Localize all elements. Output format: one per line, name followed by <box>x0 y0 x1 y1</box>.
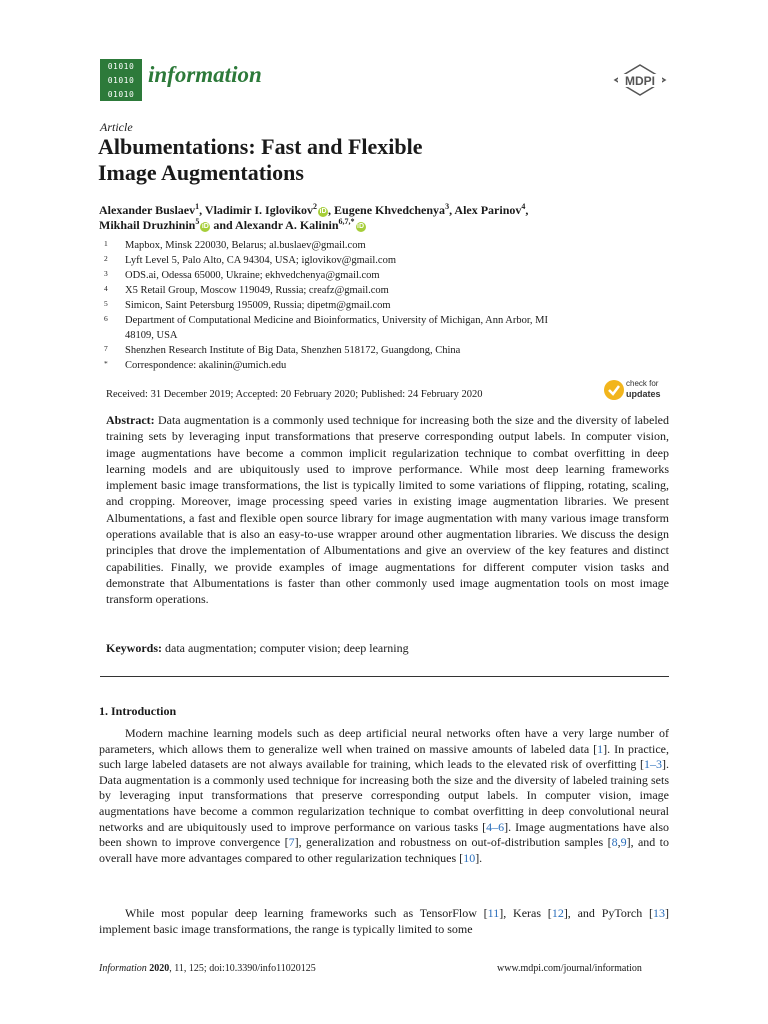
paragraph-text: ]. Data augmentation is a commonly used technique for increasing both the size and the diversity of labeled training sets by leveraging input transformations that preserve corresponding output labels. In computer vision, image augmentations have become a common regularization technique to combat overfitting in deep convolutional neural networks and are ubiquitously used to improve performance on various tasks [ <box>99 757 669 834</box>
section-heading: 1. Introduction <box>99 704 177 718</box>
orcid-icon[interactable]: iD <box>319 208 327 215</box>
affiliation-number: 2 <box>104 254 108 263</box>
footer-journal: Information <box>99 963 147 974</box>
affiliation-text: Simicon, Saint Petersburg 195009, Russia; dipetm@gmail.com <box>125 300 391 311</box>
check-for-updates-line: check for <box>626 379 659 388</box>
paragraph-text: ]. In practice, such large labeled datasets are not always available for training, which leads to the elevated risk of overfitting [ <box>99 741 669 772</box>
journal-logo <box>100 59 142 101</box>
abstract-text: Data augmentation is a commonly used technique for increasing both the size and the diversity of labeled training sets by leveraging input transformations that preserve corresponding output labels. In computer vision, image augmentations have become a common implicit regularization technique to combat overfitting in deep learning models and are ubiquitously used to improve performance. While most deep learning frameworks implement basic image transformations, the list is typically limited to some variations of flipping, rotating, scaling, and cropping. Moreover, image processing speed varies in existing image augmentation libraries. We present Albumentations, a fast and flexible open source library for image augmentation with many various image transform operations available that is also an easy-to-use wrapper around other augmentation libraries. We discuss the design principles that drove the implementation of Albumentations and give an overview of the key features and distinct capabilities. Finally, we provide examples of image augmentations for different computer vision tasks and demonstrate that Albumentations is faster than other commonly used image augmentation tools on most image transform operations. <box>106 413 669 607</box>
logo-row: 01010 <box>107 76 135 85</box>
affiliation-item <box>104 343 574 358</box>
orcid-icon[interactable]: iD <box>357 223 365 230</box>
affiliation-item <box>104 253 574 268</box>
author-line <box>99 218 669 233</box>
keywords-text: data augmentation; computer vision; deep learning <box>165 641 409 655</box>
affiliation-ref: 4 <box>521 202 526 211</box>
title-line: Image Augmentations <box>98 160 304 185</box>
affiliation-text: Mapbox, Minsk 220030, Belarus; al.buslaev@gmail.com <box>125 240 366 251</box>
footer-url[interactable]: www.mdpi.com/journal/information <box>497 963 642 974</box>
logo-row: 01010 <box>107 62 135 71</box>
publication-dates: Received: 31 December 2019; Accepted: 20 February 2020; Published: 24 February 2020 <box>106 389 483 400</box>
paragraph-text: Modern machine learning models such as deep artificial neural networks often have a very large number of parameters, which allows them to generalize well when trained on massive amounts of labeled data [ <box>99 726 669 756</box>
abstract-label: Abstract: <box>106 413 155 427</box>
article-type: Article <box>100 120 133 134</box>
affiliation-item <box>104 298 574 313</box>
mdpi-logo <box>612 64 668 98</box>
affiliation-number: 6 <box>104 314 108 323</box>
author-list <box>99 203 669 233</box>
paragraph-text: ], Keras [ <box>499 906 552 920</box>
citation-link[interactable]: 1–3 <box>644 757 662 772</box>
author-line <box>99 203 669 218</box>
affiliation-number: 5 <box>104 299 108 308</box>
affiliation-list <box>104 238 574 373</box>
citation-link[interactable]: 11 <box>487 906 500 920</box>
affiliation-number: 1 <box>104 239 108 248</box>
footer-year: 2020 <box>146 963 170 974</box>
affiliation-text: Shenzhen Research Institute of Big Data, Shenzhen 518172, Guangdong, China <box>125 345 461 356</box>
citation-link[interactable]: 9 <box>620 835 627 850</box>
section-divider <box>100 676 669 677</box>
paragraph-text: ]. Image augmentations have also been shown to improve convergence [ <box>99 819 669 850</box>
citation-link[interactable]: 13 <box>653 906 665 920</box>
affiliation-item <box>104 238 574 253</box>
check-for-updates-label[interactable] <box>626 379 661 400</box>
logo-row: 01010 <box>107 90 135 99</box>
author-name: , Eugene Khvedchenya <box>328 203 446 217</box>
affiliation-number: 7 <box>104 344 108 353</box>
abstract <box>106 412 669 608</box>
paragraph-text: ], and PyTorch [ <box>563 906 653 920</box>
orcid-icon[interactable]: iD <box>201 223 209 230</box>
affiliation-text: Correspondence: akalinin@umich.edu <box>125 360 287 371</box>
affiliation-number: * <box>104 359 108 368</box>
paragraph-text: While most popular deep learning frameworks such as TensorFlow [ <box>125 906 488 920</box>
paragraph-text: ]. <box>475 850 483 865</box>
affiliation-text: ODS.ai, Odessa 65000, Ukraine; ekhvedchenya@gmail.com <box>125 270 380 281</box>
affiliation-ref: 5 <box>195 217 200 226</box>
citation-link[interactable]: 10 <box>463 850 476 865</box>
author-name: and Alexandr A. Kalinin <box>210 218 339 232</box>
publisher-name: MDPI <box>625 74 655 88</box>
citation-link[interactable]: 12 <box>551 906 564 920</box>
affiliation-ref: 1 <box>195 202 200 211</box>
citation-link[interactable]: 8 <box>611 835 618 850</box>
author-name: Mikhail Druzhinin <box>99 218 196 232</box>
body-paragraph <box>99 726 669 866</box>
paragraph-text: ], generalization and robustness on out-of-distribution samples [ <box>294 835 612 850</box>
journal-name: information <box>148 62 262 87</box>
check-for-updates-line: updates <box>626 389 661 399</box>
author-name: Alexander Buslaev <box>99 203 196 217</box>
body-paragraph <box>99 906 669 937</box>
footer-doi: , 11, 125; doi:10.3390/info11020125 <box>169 963 316 974</box>
author-name: , Vladimir I. Iglovikov <box>199 203 314 217</box>
affiliation-item <box>104 313 574 343</box>
citation-link[interactable]: 7 <box>288 835 295 850</box>
affiliation-text: X5 Retail Group, Moscow 119049, Russia; creafz@gmail.com <box>125 285 389 296</box>
paragraph-text: ], and to overall have more advantages compared to other regularization techniques [ <box>99 835 670 865</box>
correspondence-item <box>104 358 574 373</box>
keywords-label: Keywords: <box>106 641 162 655</box>
affiliation-item <box>104 268 574 283</box>
title-line: Albumentations: Fast and Flexible <box>98 134 423 159</box>
paragraph-text: ] implement basic image transformations, the range is typically limited to some <box>99 906 669 936</box>
affiliation-ref: 3 <box>445 202 450 211</box>
affiliation-ref: 2 <box>313 202 318 211</box>
author-name: , Alex Parinov <box>449 203 522 217</box>
paragraph-text: , <box>617 835 621 850</box>
affiliation-ref: 6,7,* <box>338 217 355 226</box>
affiliation-text: Lyft Level 5, Palo Alto, CA 94304, USA; iglovikov@gmail.com <box>125 255 396 266</box>
paper-title <box>98 134 598 186</box>
affiliation-number: 4 <box>104 284 108 293</box>
citation-link[interactable]: 1 <box>597 741 604 756</box>
citation-link[interactable]: 4–6 <box>486 819 505 834</box>
author-separator: , <box>525 203 529 217</box>
affiliation-item <box>104 283 574 298</box>
footer-citation <box>99 963 316 974</box>
keywords <box>106 641 669 656</box>
affiliation-text: Department of Computational Medicine and Bioinformatics, University of Michigan, Ann Arbor, MI 48109, USA <box>125 315 548 341</box>
affiliation-number: 3 <box>104 269 108 278</box>
